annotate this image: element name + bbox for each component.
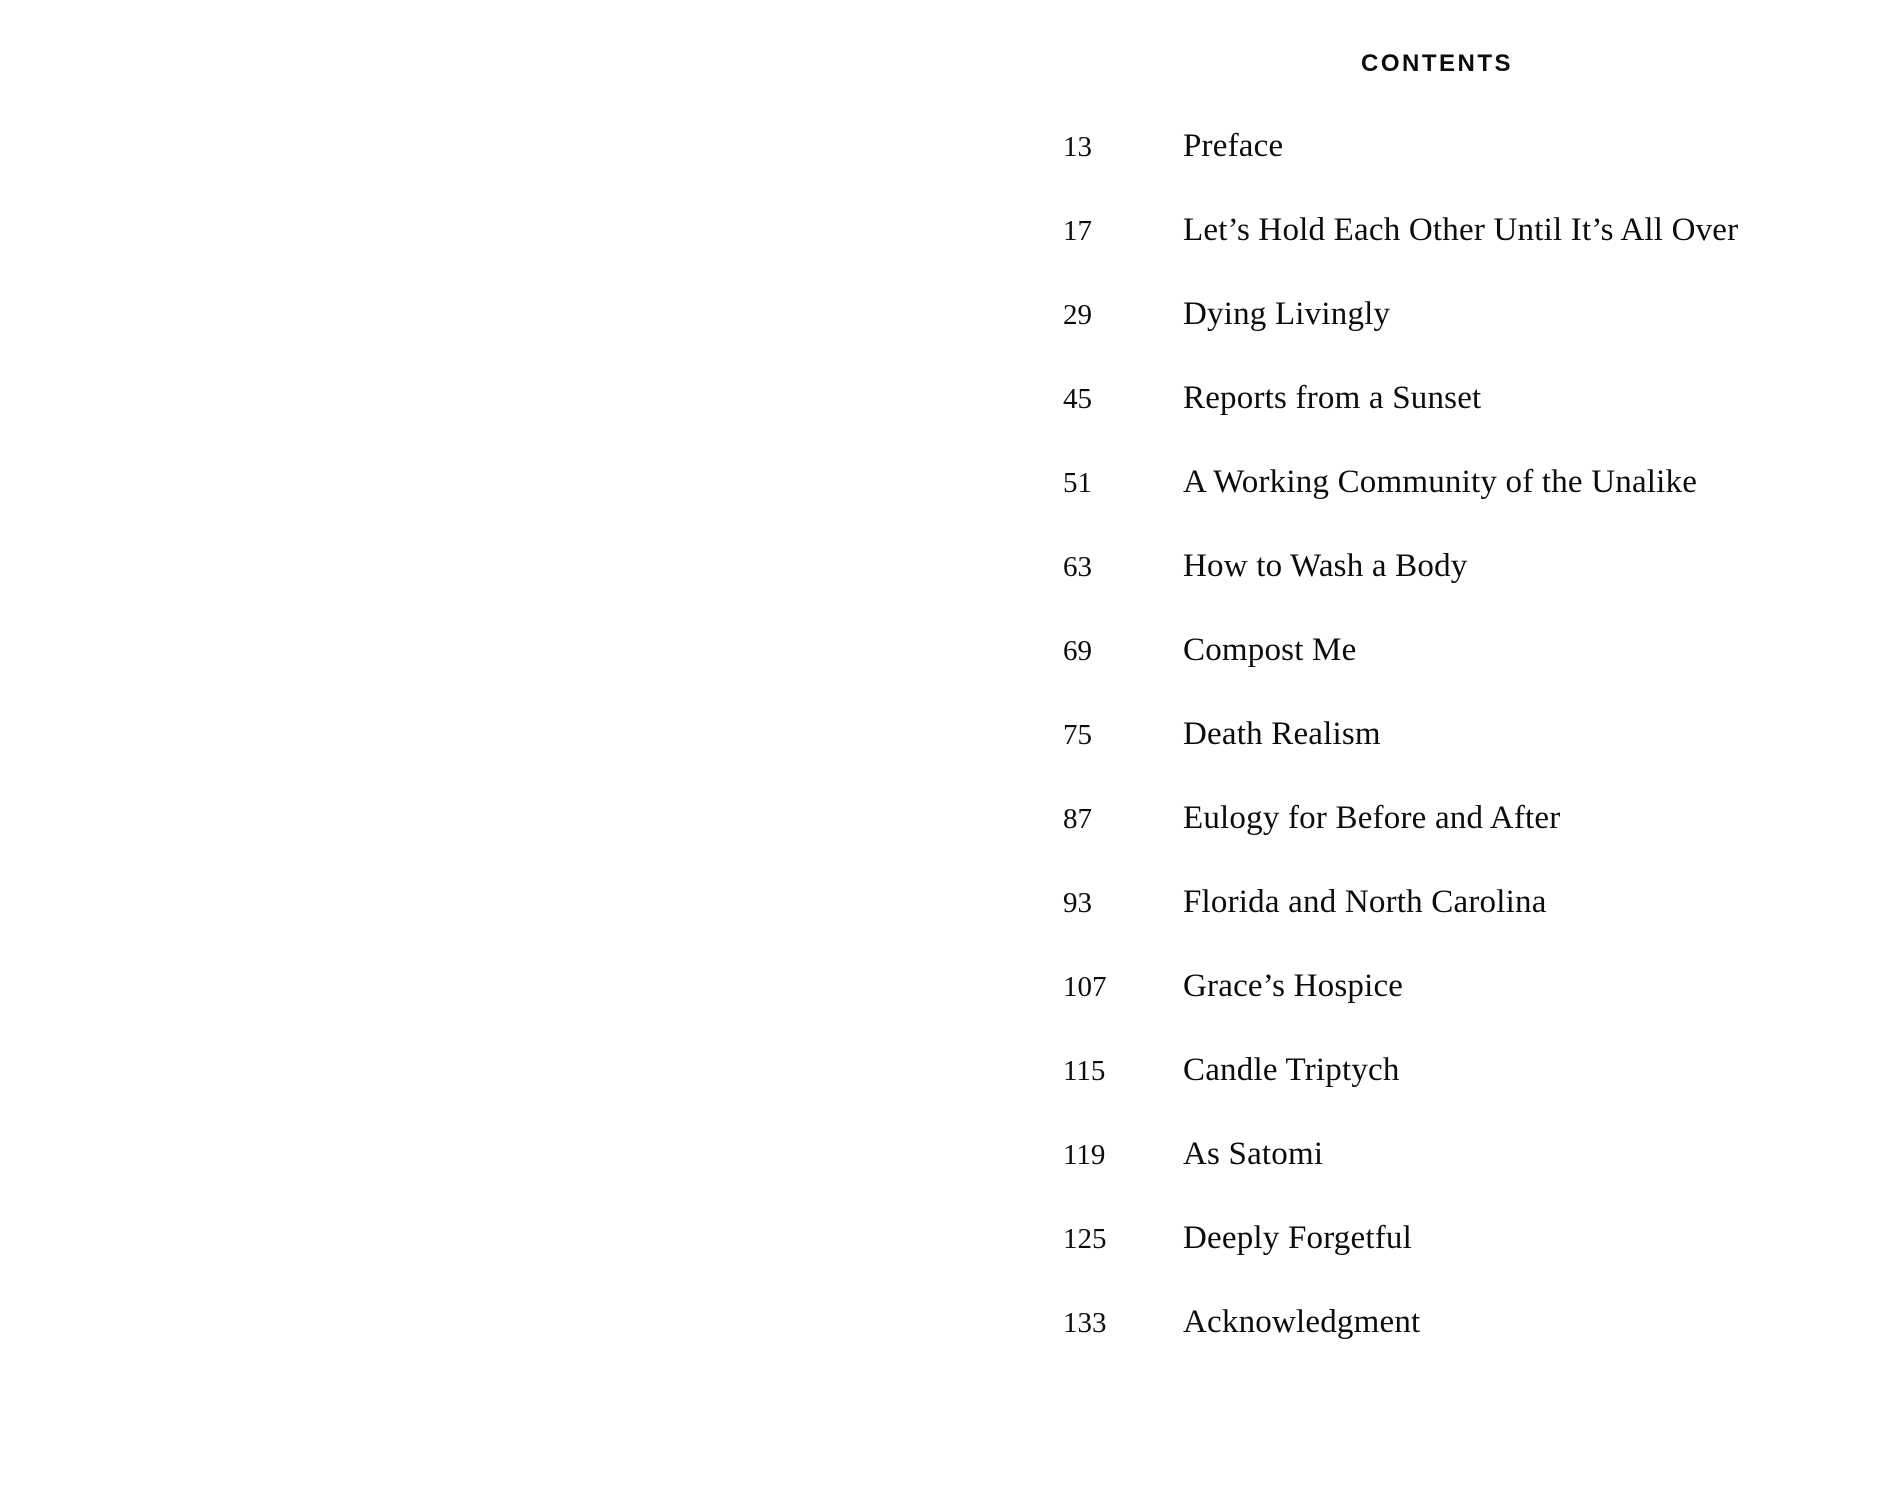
toc-entry-page-number: 125 — [1063, 1223, 1107, 1255]
toc-entry-page-number: 115 — [1063, 1055, 1106, 1087]
toc-entry-page-number: 45 — [1063, 383, 1092, 415]
toc-entry-page-number: 133 — [1063, 1307, 1107, 1339]
toc-entry-title: Candle Triptych — [1183, 1052, 1400, 1088]
toc-entry-page-number: 69 — [1063, 635, 1092, 667]
toc-entry — [1063, 188, 1853, 272]
toc-entry — [1063, 692, 1853, 776]
toc-entry-page-number: 13 — [1063, 131, 1092, 163]
toc-entry-page-number: 119 — [1063, 1139, 1106, 1171]
toc-entry-title: Acknowledgment — [1183, 1304, 1421, 1340]
toc-entry — [1063, 356, 1853, 440]
toc-entry-title: Reports from a Sunset — [1183, 380, 1482, 416]
toc-entry-page-number: 75 — [1063, 719, 1092, 751]
toc-entry-page-number: 63 — [1063, 551, 1092, 583]
toc-entry — [1063, 1280, 1853, 1364]
toc-entry-title: Let’s Hold Each Other Until It’s All Over — [1183, 212, 1739, 248]
toc-entry-page-number: 87 — [1063, 803, 1092, 835]
page-title: CONTENTS — [1361, 50, 1513, 77]
toc-entry — [1063, 608, 1853, 692]
toc-entry-page-number: 29 — [1063, 299, 1092, 331]
toc-entry — [1063, 1112, 1853, 1196]
toc-entry-page-number: 17 — [1063, 215, 1092, 247]
toc-entry-title: Compost Me — [1183, 632, 1357, 668]
toc-entry-title: How to Wash a Body — [1183, 548, 1468, 584]
toc-entry-title: Dying Livingly — [1183, 296, 1391, 332]
toc-entry-title: Death Realism — [1183, 716, 1381, 752]
toc-entry-page-number: 93 — [1063, 887, 1092, 919]
toc-entry-title: Preface — [1183, 128, 1284, 164]
toc-entry — [1063, 104, 1853, 188]
toc-entry — [1063, 944, 1853, 1028]
toc-entry — [1063, 1028, 1853, 1112]
toc-entry-title: A Working Community of the Unalike — [1183, 464, 1698, 500]
toc-entry-page-number: 51 — [1063, 467, 1092, 499]
toc-entry — [1063, 272, 1853, 356]
toc-entry — [1063, 1196, 1853, 1280]
toc-entry — [1063, 524, 1853, 608]
toc-entry-title: Deeply Forgetful — [1183, 1220, 1412, 1256]
toc-entry — [1063, 776, 1853, 860]
toc-entry-title: Florida and North Carolina — [1183, 884, 1547, 920]
toc-entry-page-number: 107 — [1063, 971, 1107, 1003]
toc-entry-title: As Satomi — [1183, 1136, 1324, 1172]
toc-entry — [1063, 440, 1853, 524]
toc-entry-title: Eulogy for Before and After — [1183, 800, 1561, 836]
table-of-contents — [1063, 104, 1853, 1364]
toc-entry — [1063, 860, 1853, 944]
toc-entry-title: Grace’s Hospice — [1183, 968, 1404, 1004]
